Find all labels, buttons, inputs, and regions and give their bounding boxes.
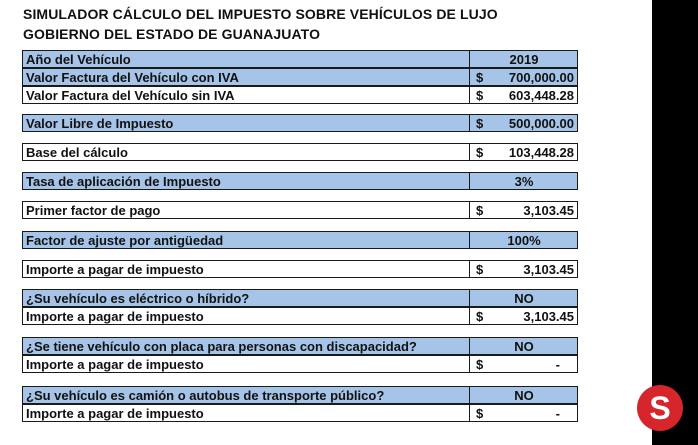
row-value: 3,103.45: [523, 203, 574, 218]
row-value: 3%: [514, 174, 534, 189]
row-label: Importe a pagar de impuesto: [26, 357, 204, 372]
row-value-cell: [469, 115, 578, 131]
row-value-cell: [469, 202, 578, 218]
currency-symbol: $: [476, 262, 484, 277]
row-value-cell: [469, 387, 578, 403]
row-value: 3,103.45: [523, 309, 574, 324]
row-value-cell: [469, 356, 578, 372]
row-value-cell: [469, 308, 578, 324]
row-electric-question: [22, 289, 578, 307]
row-label: Valor Factura del Vehículo con IVA: [26, 70, 239, 85]
page-subtitle: GOBIERNO DEL ESTADO DE GUANAJUATO: [23, 26, 321, 42]
row-label: Primer factor de pago: [26, 203, 161, 218]
row-public-transport-question: [22, 386, 578, 404]
row-tax-amount-disability: [22, 355, 578, 373]
row-value: -: [555, 357, 560, 372]
currency-symbol: $: [476, 406, 484, 421]
video-letterbox: [652, 0, 698, 445]
row-invoice-without-iva: [22, 86, 578, 104]
row-calculation-base: [22, 143, 578, 161]
row-label: Importe a pagar de impuesto: [26, 309, 204, 324]
row-value-cell: [469, 338, 578, 354]
row-value-cell: [469, 69, 578, 85]
row-value: 103,448.28: [508, 145, 574, 160]
row-value: 3,103.45: [523, 262, 574, 277]
row-value: -: [555, 406, 560, 421]
row-value: NO: [514, 291, 534, 306]
row-value: 2019: [509, 52, 539, 67]
row-label: Valor Factura del Vehículo sin IVA: [26, 88, 235, 103]
row-label: Importe a pagar de impuesto: [26, 406, 204, 421]
row-tax-amount-public-transport: [22, 404, 578, 422]
row-label: Importe a pagar de impuesto: [26, 262, 204, 277]
currency-symbol: $: [476, 357, 484, 372]
row-label: ¿Su vehículo es camión o autobus de transporte público?: [26, 388, 385, 403]
row-value: 700,000.00: [508, 70, 574, 85]
row-value-cell: [469, 51, 578, 67]
s-logo-icon: [636, 384, 684, 432]
currency-symbol: $: [476, 116, 484, 131]
row-value-cell: [469, 232, 578, 248]
row-value: NO: [514, 339, 534, 354]
currency-symbol: $: [476, 145, 484, 160]
row-value-cell: [469, 405, 578, 421]
row-label: ¿Se tiene vehículo con placa para personas con discapacidad?: [26, 339, 417, 354]
row-value-cell: [469, 173, 578, 189]
page-title: SIMULADOR CÁLCULO DEL IMPUESTO SOBRE VEHÍCULOS DE LUJO: [23, 6, 498, 22]
currency-symbol: $: [476, 309, 484, 324]
row-label: Base del cálculo: [26, 145, 128, 160]
row-label: Valor Libre de Impuesto: [26, 116, 174, 131]
row-value-cell: [469, 290, 578, 306]
currency-symbol: $: [476, 203, 484, 218]
row-tax-amount: [22, 260, 578, 278]
row-disability-plate-question: [22, 337, 578, 355]
row-label: Tasa de aplicación de Impuesto: [26, 174, 221, 189]
row-tax-amount-electric: [22, 307, 578, 325]
row-value-cell: [469, 261, 578, 277]
currency-symbol: $: [476, 88, 484, 103]
row-value: NO: [514, 388, 534, 403]
row-label: ¿Su vehículo es eléctrico o híbrido?: [26, 291, 250, 306]
currency-symbol: $: [476, 70, 484, 85]
row-label: Factor de ajuste por antigüedad: [26, 233, 224, 248]
row-label: Año del Vehículo: [26, 52, 131, 67]
row-value: 500,000.00: [508, 116, 574, 131]
row-value: 100%: [507, 233, 541, 248]
row-value-cell: [469, 144, 578, 160]
row-tax-free-value: [22, 114, 578, 132]
row-value: 603,448.28: [508, 88, 574, 103]
row-tax-rate: [22, 172, 578, 190]
row-value-cell: [469, 87, 578, 103]
row-invoice-with-iva: [22, 68, 578, 86]
svg-text:S: S: [649, 390, 671, 426]
row-first-payment-factor: [22, 201, 578, 219]
row-vehicle-year: [22, 50, 578, 68]
row-age-adjustment-factor: [22, 231, 578, 249]
